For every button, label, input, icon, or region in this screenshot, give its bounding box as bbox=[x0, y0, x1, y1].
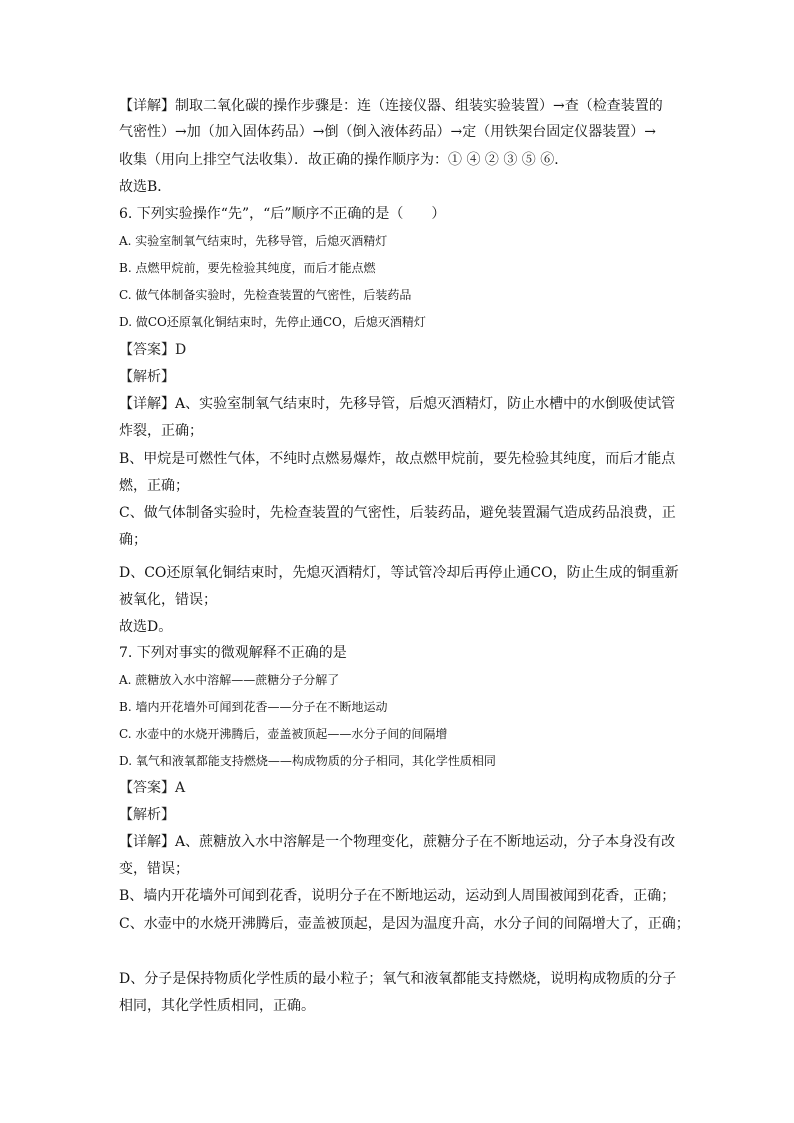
q5-detail-line-3: 收集（用向上排空气法收集）．故正确的操作顺序为：① ④ ② ③ ⑤ ⑥． bbox=[119, 152, 569, 168]
q7-detail-line-5: D、分子是保持物质化学性质的最小粒子；氧气和液氧都能支持燃烧，说明构成物质的分子 bbox=[119, 971, 677, 987]
q7-answer: 【答案】A bbox=[119, 780, 186, 796]
q7-detail-line-2: 变，错误； bbox=[119, 861, 189, 877]
q6-detail-line-1: 【详解】A、实验室制氧气结束时，先移导管，后熄灭酒精灯，防止水槽中的水倒吸使试管 bbox=[119, 396, 676, 412]
q6-option-a: A. 实验室制氧气结束时，先移导管，后熄灭酒精灯 bbox=[119, 234, 388, 248]
q6-option-d: D. 做CO还原氧化铜结束时，先停止通CO，后熄灭酒精灯 bbox=[119, 315, 426, 329]
q7-option-c: C. 水壶中的水烧开沸腾后，壶盖被顶起——水分子间的间隔增 bbox=[119, 727, 448, 741]
q7-option-d: D. 氧气和液氧都能支持燃烧——构成物质的分子相同，其化学性质相同 bbox=[119, 754, 496, 768]
q7-detail-line-1: 【详解】A、蔗糖放入水中溶解是一个物理变化，蔗糖分子在不断地运动，分子本身没有改 bbox=[119, 834, 676, 850]
q6-detail-line-7: D、CO还原氧化铜结束时，先熄灭酒精灯，等试管冷却后再停止通CO，防止生成的铜重新 bbox=[119, 565, 679, 581]
q6-conclusion: 故选D。 bbox=[119, 619, 173, 635]
q6-detail-line-4: 燃，正确； bbox=[119, 478, 189, 494]
q6-answer: 【答案】D bbox=[119, 342, 187, 358]
q5-conclusion: 故选B． bbox=[119, 179, 172, 195]
q5-detail-line-1: 【详解】制取二氧化碳的操作步骤是：连（连接仪器、组装实验装置）→查（检查装置的 bbox=[119, 98, 663, 114]
q6-option-b: B. 点燃甲烷前，要先检验其纯度，而后才能点燃 bbox=[119, 261, 376, 275]
q7-detail-line-4: C、水壶中的水烧开沸腾后，壶盖被顶起，是因为温度升高，水分子间的间隔增大了，正确； bbox=[119, 916, 690, 932]
q6-detail-line-8: 被氧化，错误； bbox=[119, 592, 217, 608]
q7-option-b: B. 墙内开花墙外可闻到花香——分子在不断地运动 bbox=[119, 700, 388, 714]
q6-analysis-label: 【解析】 bbox=[119, 369, 175, 385]
q7-analysis-label: 【解析】 bbox=[119, 807, 175, 823]
q6-detail-line-3: B、甲烷是可燃性气体，不纯时点燃易爆炸，故点燃甲烷前，要先检验其纯度，而后才能点 bbox=[119, 451, 676, 467]
q7-detail-line-3: B、墙内开花墙外可闻到花香，说明分子在不断地运动，运动到人周围被闻到花香，正确； bbox=[119, 888, 676, 904]
q6-option-c: C. 做气体制备实验时，先检查装置的气密性，后装药品 bbox=[119, 288, 412, 302]
q5-detail-line-2: 气密性）→加（加入固体药品）→倒（倒入液体药品）→定（用铁架台固定仪器装置）→ bbox=[119, 124, 656, 140]
q6-detail-line-5: C、做气体制备实验时，先检查装置的气密性，后装药品，避免装置漏气造成药品浪费，正 bbox=[119, 505, 676, 521]
q7-stem: 7. 下列对事实的微观解释不正确的是 bbox=[119, 645, 347, 661]
q6-detail-line-2: 炸裂，正确； bbox=[119, 423, 203, 439]
q7-option-a: A. 蔗糖放入水中溶解——蔗糖分子分解了 bbox=[119, 673, 340, 687]
q6-stem: 6. 下列实验操作“先”，“后”顺序不正确的是（ ） bbox=[119, 206, 446, 222]
q7-detail-line-6: 相同，其化学性质相同，正确。 bbox=[119, 998, 315, 1014]
q6-detail-line-6: 确； bbox=[119, 532, 147, 548]
